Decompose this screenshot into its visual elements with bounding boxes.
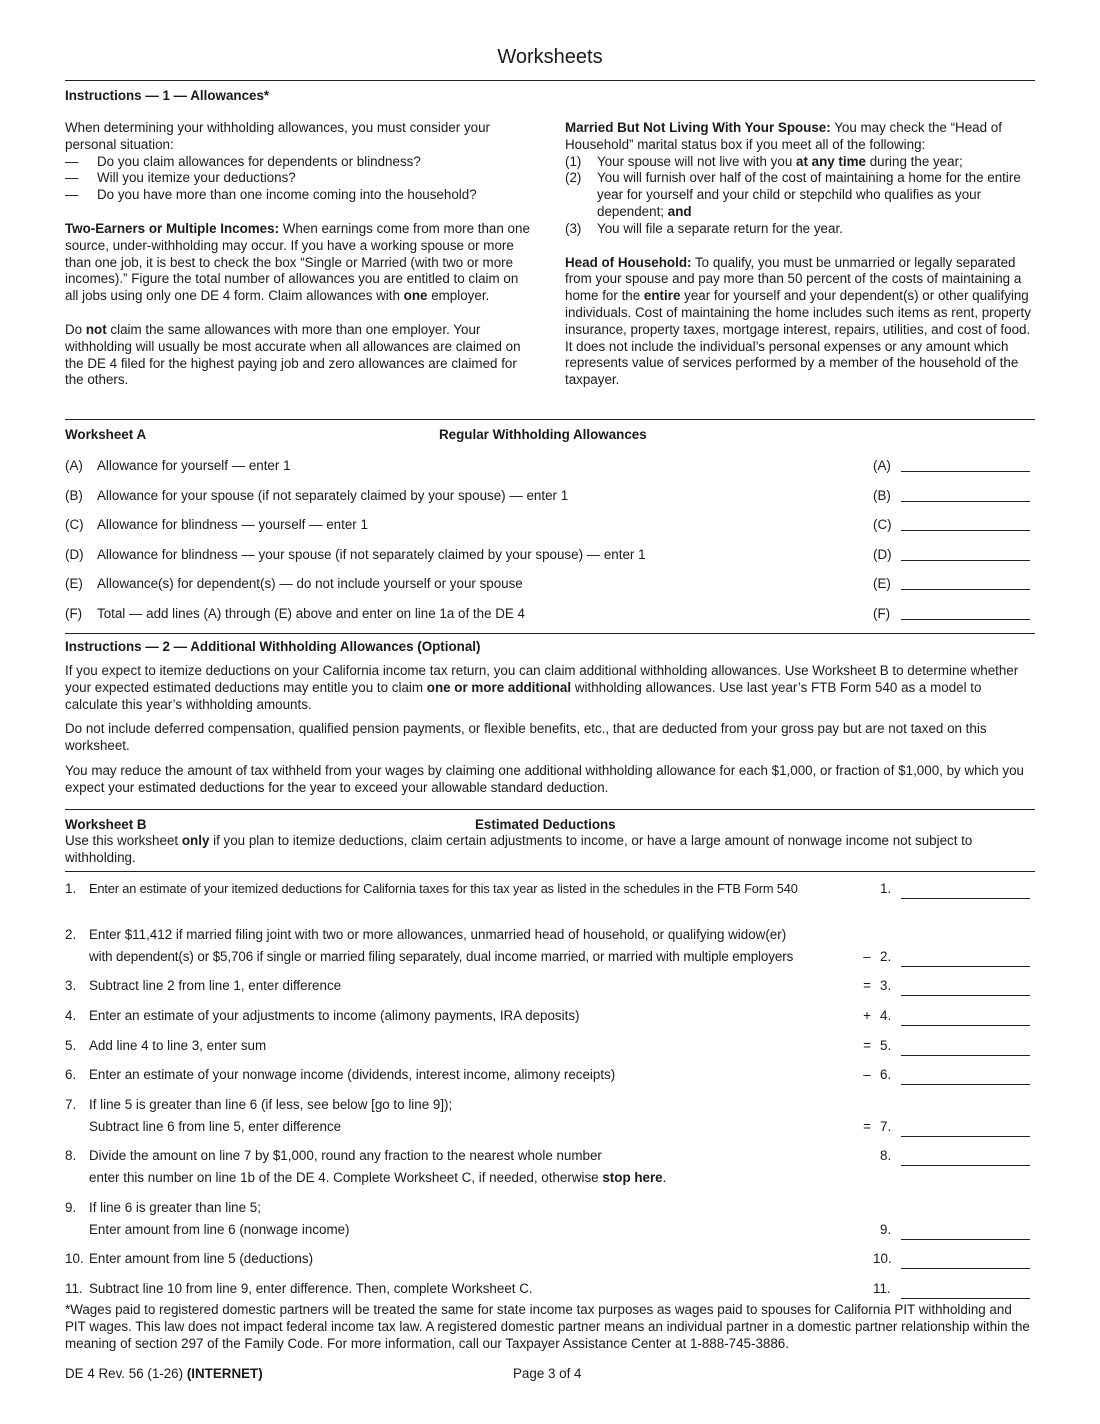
instructions-2-paragraph: You may reduce the amount of tax withheld from your wages by claiming one additional withholding allowance for each $1,000, or fraction of $1,000, by which you expect your estimated deductions for the year to exceed your allowable standard deduction. — [65, 762, 1024, 795]
worksheet-a — [65, 426, 1035, 629]
list-item: — Do you claim allowances for dependents or blindness? — [65, 153, 421, 169]
instructions-1-left — [65, 120, 535, 389]
entry-line-9[interactable] — [901, 1239, 1030, 1240]
worksheet-a-row: (B) Allowance for your spouse (if not separately claimed by your spouse) — enter 1 (B) — [65, 481, 1035, 511]
list-item: (1) Your spouse will not live with you at any time during the year; — [565, 153, 963, 169]
page-title: Worksheets — [497, 46, 603, 68]
instructions-2 — [65, 638, 1035, 797]
entry-line-7[interactable] — [901, 1136, 1030, 1137]
two-earners-paragraph: Two-Earners or Multiple Incomes: When earnings come from more than one source, under-withholding may occur. If you have a working spouse or more than one job, it is best to check the box “Single or Married (with two or more incomes).” Figure the total number of allowances you are entitled to claim on all jobs using only one DE 4 form. Claim allowances with one employer. — [65, 220, 530, 304]
entry-line-f[interactable] — [901, 619, 1030, 620]
entry-line-e[interactable] — [901, 589, 1030, 590]
instructions-2-paragraph: Do not include deferred compensation, qualified pension payments, or flexible benefits, etc., that are deducted from your gross pay but are not taxed on this worksheet. — [65, 721, 987, 754]
intro-text: When determining your withholding allowances, you must consider your personal situation: — [65, 120, 490, 152]
worksheet-a-label: Worksheet A — [65, 427, 147, 442]
entry-line-a[interactable] — [901, 471, 1030, 472]
page — [65, 0, 1035, 1381]
married-paragraph: Married But Not Living With Your Spouse: You may check the “Head of Household” marital status box if you meet all of the following: — [565, 120, 1002, 152]
divider — [65, 871, 1035, 872]
instructions-1-right — [565, 120, 1035, 389]
instructions-1-columns — [65, 120, 1035, 389]
worksheet-a-row: (A) Allowance for yourself — enter 1 (A) — [65, 451, 1035, 481]
entry-line-8[interactable] — [901, 1165, 1030, 1166]
list-item: — Do you have more than one income coming into the household? — [65, 187, 477, 203]
worksheet-a-row: (D) Allowance for blindness — your spouse (if not separately claimed by your spouse) — enter 1 (D) — [65, 540, 1035, 570]
entry-line-4[interactable] — [901, 1025, 1030, 1026]
page-footer — [65, 1366, 1035, 1384]
divider — [65, 809, 1035, 810]
worksheet-a-title: Regular Withholding Allowances — [439, 427, 647, 442]
worksheet-b-header — [65, 816, 1035, 867]
worksheet-b-lines: 1. Enter an estimate of your itemized deductions for California taxes for this tax year as listed in the schedules in the FTB Form 540 1. 2. Enter $11,412 if married filing joint with two or more allowances, unmarried head of household, or qualifying widow(er) with dependent(s) or $5,706 if single or married filing separately, dual income married, or married with multiple employers – 2. 3. Subtract line 2 from line 1, enter difference = 3. 4. Enter an estimate of your adjustments to income (alimony payments, IRA deposits) + 4. 5. Add line 4 to line 3, enter sum = 5. 6. Enter an estimate of your nonwage income (dividends, interest income, alimony receipts) – 6. 7. If line 5 is greater than line 6 (if less, see below [go to line 9]); Subtract line 6 from line 5, enter difference = 7. 8. Divide the amount on line 7 by $1,000, round any fraction to the nearest whole number 8. enter this number on line 1b of the DE 4. Complete Worksheet C, if needed, otherwise stop here. 9. If line 6 is greater than line 5; Enter amount from line 6 (nonwage income) 9. 10. Enter amount from line 5 (deductions) 10. 11. Subtract line 10 from line 9, enter difference. Then, complete Worksheet C. 11. — [65, 0, 1035, 17]
instructions-2-heading: Instructions — 2 — Additional Withholding Allowances (Optional) — [65, 639, 481, 654]
entry-line-2[interactable] — [901, 966, 1030, 967]
entry-line-3[interactable] — [901, 995, 1030, 996]
worksheet-b-intro: Use this worksheet only if you plan to itemize deductions, claim certain adjustments to income, or have a large amount of nonwage income not subject to withholding. — [65, 833, 973, 865]
list-item: (3) You will file a separate return for the year. — [565, 220, 843, 236]
worksheet-b-line-1: 1. Enter an estimate of your itemized deductions for California taxes for this tax year as listed in the schedules in the FTB Form 540 1. — [65, 881, 1035, 898]
entry-line-d[interactable] — [901, 560, 1030, 561]
entry-line-b[interactable] — [901, 501, 1030, 502]
head-of-household-paragraph: Head of Household: To qualify, you must be unmarried or legally separated from your spouse and pay more than 50 percent of the costs of maintaining a home for the entire year for yourself and your dependent(s) or other qualifying individuals. Cost of maintaining the home includes such items as rent, property insurance, property taxes, mortgage interest, repairs, utilities, and cost of food. It does not include the individual’s personal expenses or any amount which represents value of services performed by a member of the household of the taxpayer. — [565, 254, 1031, 388]
worksheet-b-label: Worksheet B — [65, 817, 147, 832]
worksheet-a-row: (C) Allowance for blindness — yourself — enter 1 (C) — [65, 510, 1035, 540]
worksheet-a-row: (E) Allowance(s) for dependent(s) — do not include yourself or your spouse (E) — [65, 569, 1035, 599]
divider — [65, 80, 1035, 81]
entry-line-10[interactable] — [901, 1268, 1030, 1269]
list-item: (2) You will furnish over half of the cost of maintaining a home for the entire year for yourself and your child or stepchild who qualifies as your dependent; and — [565, 170, 1021, 219]
entry-line-11[interactable] — [901, 1298, 1030, 1299]
do-not-paragraph: Do not claim the same allowances with more than one employer. Your withholding will usually be most accurate when all allowances are claimed on the DE 4 filed for the highest paying job and zero allowances are claimed for the others. — [65, 321, 521, 388]
entry-line-c[interactable] — [901, 530, 1030, 531]
worksheet-b-title: Estimated Deductions — [475, 817, 616, 832]
page-number: Page 3 of 4 — [513, 1366, 582, 1381]
instructions-1-heading: Instructions — 1 — Allowances* — [65, 88, 270, 103]
footnote: *Wages paid to registered domestic partners will be treated the same for state income tax purposes as wages paid to spouses for California PIT withholding and PIT wages. This law does not impact federal income tax law. A registered domestic partner means an individual partner in a domestic partner relationship within the meaning of section 297 of the Family Code. For more information, call our Taxpayer Assistance Center at 1-888-745-3886. — [65, 1302, 1030, 1351]
entry-line-6[interactable] — [901, 1084, 1030, 1085]
divider — [65, 633, 1035, 634]
divider — [65, 419, 1035, 420]
worksheet-a-row: (F) Total — add lines (A) through (E) above and enter on line 1a of the DE 4 (F) — [65, 599, 1035, 629]
entry-line-5[interactable] — [901, 1055, 1030, 1056]
form-revision: DE 4 Rev. 56 (1-26) (INTERNET) — [65, 1366, 263, 1381]
entry-line-1[interactable] — [901, 898, 1030, 899]
list-item: — Will you itemize your deductions? — [65, 170, 296, 186]
instructions-2-paragraph: If you expect to itemize deductions on your California income tax return, you can claim additional withholding allowances. Use Worksheet B to determine whether your expected estimated deductions may entitle you to claim one or more additional withholding allowances. Use last year’s FTB Form 540 as a model to calculate this year’s withholding amounts. — [65, 663, 1019, 712]
